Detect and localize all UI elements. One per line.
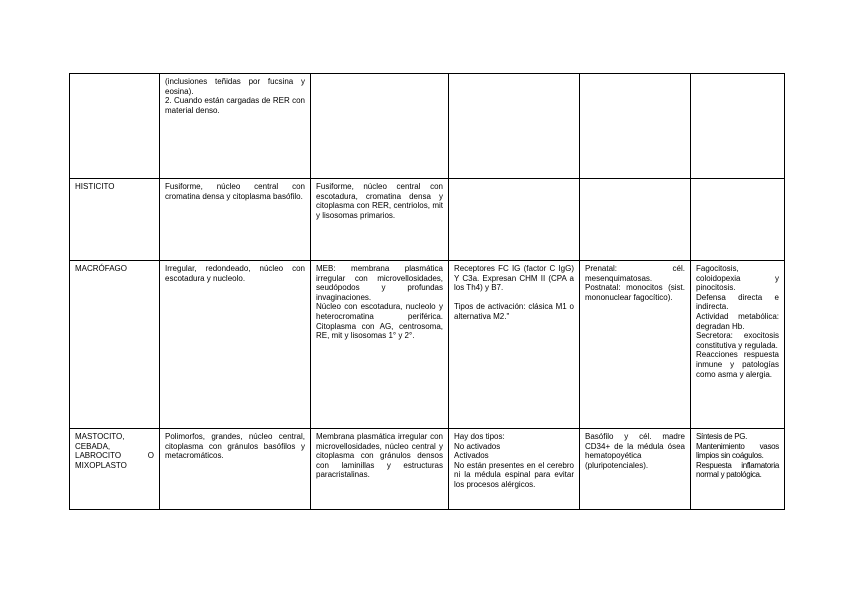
cell-text: Secretora: exocitosis constitutiva y regulada. bbox=[696, 331, 782, 350]
cell-name bbox=[70, 261, 160, 429]
cell-text: MEB: membrana plasmática irregular con microvellosidades, seudópodos y profundas invaginaciones. bbox=[316, 264, 446, 302]
cell-text: Irregular, redondeado, núcleo con escotadura y nucleolo. bbox=[165, 264, 308, 283]
cell-text: 2. Cuando están cargadas de RER con material denso. bbox=[165, 96, 308, 115]
cell-morfologia-ml bbox=[160, 261, 311, 429]
cell-text: Núcleo con escotadura, nucleolo y heterocromatina periférica. Citoplasma con AG, centrosoma, RE, mit y lisosomas 1° y 2°. bbox=[316, 302, 446, 341]
table-row bbox=[70, 261, 785, 429]
cell-text: Prenatal: cél. mesenquimatosas. bbox=[585, 264, 688, 283]
table-row bbox=[70, 74, 785, 179]
cell-name-text: HISTICITO bbox=[75, 182, 115, 191]
cell-text: Tipos de activación: clásica M1 o alternativa M2." bbox=[454, 302, 577, 321]
cell-text: No activados bbox=[454, 441, 501, 451]
cell-text: Respuesta inflamatoria normal y patológica. bbox=[696, 460, 781, 480]
cell-text: Fagocitosis, coloidopexia y pinocitosis. bbox=[696, 264, 782, 293]
cell-receptores bbox=[449, 261, 580, 429]
cell-morfologia-meb bbox=[311, 261, 449, 429]
cell-text: Defensa directa e indirecta. bbox=[696, 292, 782, 312]
cell-name bbox=[70, 179, 160, 261]
cell-text: Activados bbox=[454, 451, 489, 461]
table-row bbox=[70, 429, 785, 510]
cell-origen bbox=[580, 179, 691, 261]
table-row bbox=[70, 179, 785, 261]
cell-text: Reacciones respuesta inmune y patologías como asma y alergia. bbox=[696, 350, 782, 379]
cell-receptores bbox=[449, 74, 580, 179]
cell-name bbox=[70, 429, 160, 510]
cell-text: No están presentes en el cerebro ni la médula espinal para evitar los procesos alérgicos. bbox=[454, 460, 577, 489]
cell-morfologia-ml bbox=[160, 179, 311, 261]
cell-receptores bbox=[449, 429, 580, 510]
cell-text: Polimorfos, grandes, núcleo central, citoplasma con gránulos basófilos y metacromáticos. bbox=[165, 432, 308, 461]
cell-text: Fusiforme, núcleo central con cromatina densa y citoplasma basófilo. bbox=[165, 182, 308, 201]
cell-text: Hay dos tipos: bbox=[454, 432, 505, 441]
cell-text: Basófilo y cél. madre CD34+ de la médula ósea hematopoyética (pluripotenciales). bbox=[585, 432, 688, 470]
cell-text: Fusiforme, núcleo central con escotadura, cromatina densa y citoplasma con RER, centriolos, mit y lisosomas primarios. bbox=[316, 182, 446, 220]
cell-text: Síntesis de PG. bbox=[696, 432, 748, 441]
cell-name-text: MASTOCITO, CEBADA, LABROCITO O MIXOPLASTO bbox=[75, 432, 157, 470]
cell-origen bbox=[580, 429, 691, 510]
cell-funcion bbox=[691, 74, 785, 179]
cell-receptores bbox=[449, 179, 580, 261]
cell-morfologia-ml bbox=[160, 74, 311, 179]
cell-funcion bbox=[691, 179, 785, 261]
cell-text: Mantenimiento vasos limpios sin coágulos. bbox=[696, 441, 781, 461]
cell-spacer bbox=[454, 293, 574, 303]
cell-origen bbox=[580, 74, 691, 179]
cell-text: Membrana plasmática irregular con microvellosidades, núcleo central y citoplasma con gránulos densos con laminillas y estructuras paracristalinas. bbox=[316, 432, 446, 480]
cell-funcion bbox=[691, 261, 785, 429]
cell-funcion bbox=[691, 429, 785, 510]
cell-origen bbox=[580, 261, 691, 429]
cell-text: (inclusiones teñidas por fucsina y eosina). bbox=[165, 77, 308, 96]
cell-types-table bbox=[69, 73, 785, 510]
cell-name-text: MACRÓFAGO bbox=[75, 264, 128, 273]
cell-text: Postnatal: monocitos (sist. mononuclear fagocítico). bbox=[585, 283, 688, 302]
cell-morfologia-ml bbox=[160, 429, 311, 510]
cell-text: Receptores FC IG (factor C IgG) Y C3a. Expresan CHM II (CPA a los Th4) y B7. bbox=[454, 264, 577, 293]
cell-text: Actividad metabólica: degradan Hb. bbox=[696, 311, 782, 331]
cell-morfologia-meb bbox=[311, 179, 449, 261]
cell-morfologia-meb bbox=[311, 429, 449, 510]
cell-name bbox=[70, 74, 160, 179]
cell-morfologia-meb bbox=[311, 74, 449, 179]
